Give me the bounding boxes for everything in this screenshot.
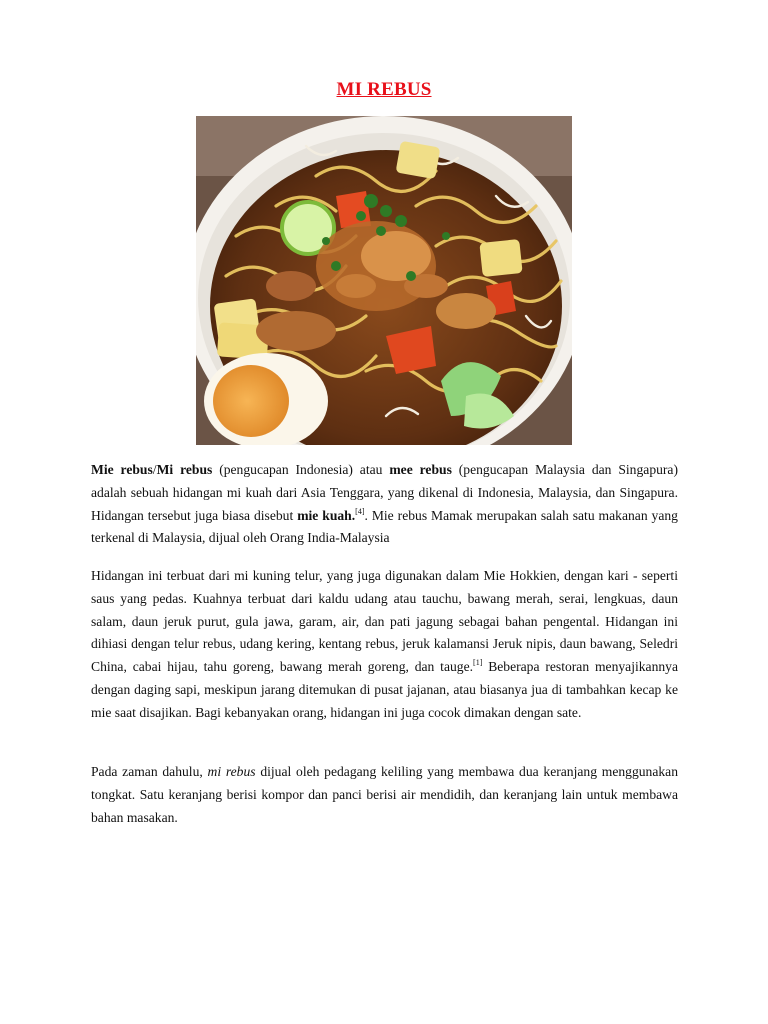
- citation-ref[interactable]: [4]: [355, 506, 365, 516]
- text-run: dijual oleh pedagang keliling yang membawa dua keranjang menggunakan tongkat. Satu keranjang berisi kompor dan panci berisi air mendidih, dan keranjang lain untuk membawa bahan masakan.: [91, 764, 678, 825]
- citation-ref[interactable]: [1]: [473, 658, 483, 668]
- text-run: /: [152, 462, 157, 477]
- paragraph-ingredients: [91, 565, 678, 725]
- paragraph-history: [91, 761, 678, 829]
- text-run: (pengucapan Indonesia) atau: [212, 462, 390, 477]
- text-run: Mi rebus: [156, 462, 213, 477]
- text-run: mee rebus: [389, 462, 452, 477]
- text-run: mie kuah: [297, 507, 352, 523]
- text-run: (pengucapan Malaysia dan Singapura) adalah sebuah hidangan mi kuah dari Asia Tenggara, yang dikenal di Indonesia, Malaysia, dan Singapura. Hidangan tersebut juga biasa disebut: [91, 462, 678, 523]
- dish-photo: [196, 116, 572, 445]
- text-run: .: [351, 507, 356, 523]
- text-run: Pada zaman dahulu,: [91, 764, 208, 779]
- text-run: mi rebus: [207, 764, 256, 779]
- text-run: Beberapa restoran menyajikannya dengan daging sapi, meskipun jarang ditemukan di pusat jajanan, atau biasanya jua di tambahkan kecap ke mie saat disajikan. Bagi kebanyakan orang, hidangan ini juga cocok dimakan dengan sate.: [91, 659, 679, 720]
- page-title: MI REBUS: [336, 79, 432, 100]
- text-run: . Mie rebus Mamak merupakan salah satu makanan yang terkenal di Malaysia, dijual oleh Orang India-Malaysia: [91, 507, 678, 546]
- text-run: Mie rebus: [91, 462, 153, 477]
- paragraph-intro: [91, 459, 678, 550]
- text-run: Hidangan ini terbuat dari mi kuning telur, yang juga digunakan dalam Mie Hokkien, dengan kari - seperti saus yang pedas. Kuahnya terbuat dari kaldu udang atau tauchu, bawang merah, serai, lengkuas, daun salam, daun jeruk purut, gula jawa, garam, air, dan pati jagung sebagai bahan pengental. Hidangan ini dihiasi dengan telur rebus, udang kering, kentang rebus, jeruk kalamansi Jeruk nipis, daun bawang, Seledri China, cabai hijau, tahu goreng, bawang merah goreng, dan tauge.: [91, 568, 678, 675]
